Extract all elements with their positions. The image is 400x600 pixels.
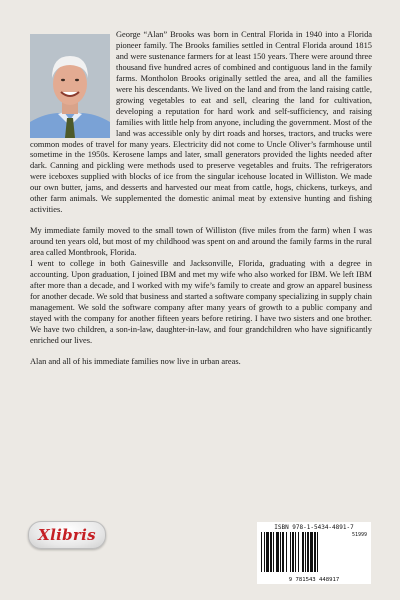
barcode-stripe	[261, 532, 262, 572]
barcode-stripe	[290, 532, 291, 572]
barcode-stripe	[292, 532, 294, 572]
barcode-stripe	[282, 532, 284, 572]
isbn-barcode	[257, 522, 371, 584]
isbn-label: ISBN 978-1-5434-4891-7	[274, 524, 354, 531]
bio-paragraph-4: Alan and all of his immediate families now live in urban areas.	[30, 356, 241, 366]
bio-paragraph-2: My immediate family moved to the small town of Williston (five miles from the farm) when I was around ten years old, but most of my childhood was spent on and around the family farms in the rural area called Montbrook, Florida.	[30, 226, 372, 258]
barcode-stripe	[302, 532, 304, 572]
barcode-stripe	[280, 532, 281, 572]
barcode-stripe	[317, 532, 318, 572]
barcode-stripe	[270, 532, 272, 572]
barcode-bars	[261, 532, 345, 572]
barcode-stripe	[310, 532, 313, 572]
bio-paragraph-1: George “Alan” Brooks was born in Central Florida in 1940 into a Florida pioneer family. The Brooks families settled in Central Florida around 1815 and were sustenance farmers for at least 150 years. There were around three thousand five hundred acres of combined and contiguous land in the family farms. Montholon Brooks originally settled the area, and all the families were his descendants. We lived on the land and from the land raising cattle, growing vegetables to eat and sell, clearing the land for cultivation, developing a reputation for hard work and self-sufficiency, and raising families with little help from anyone, including the government. Most of the land was accessible only by dirt roads and horses, tractors, and trucks were common modes of travel for many years. Electricity did not come to Uncle Oliver’s farmhouse until sometime in the 1950s. Kerosene lamps and later, small generators provided the lights needed after dark. Canning and pickling were methods used to preserve vegetables and fruits. The refrigerators were iceboxes supplied with blocks of ice from the singular icehouse located in Williston. We made our own butter, jams, and desserts and harvested our meat from cattle, hogs, chickens, turkeys, and other farm animals. We supplemented the domestic animal meat by extensive hunting and fishing activities.	[30, 30, 372, 215]
author-biography	[30, 30, 372, 368]
publisher-logo	[28, 521, 106, 549]
price-code: 51999	[351, 532, 367, 538]
barcode-stripe	[295, 532, 296, 572]
barcode-number: 9 781543 448917	[288, 577, 340, 583]
barcode-stripe	[307, 532, 309, 572]
barcode-stripe	[273, 532, 274, 572]
barcode-stripe	[276, 532, 279, 572]
photo-spacer	[30, 30, 116, 138]
barcode-stripe	[314, 532, 316, 572]
barcode-stripe	[305, 532, 306, 572]
barcode-stripe	[286, 532, 287, 572]
barcode-stripe	[298, 532, 299, 572]
barcode-stripe	[266, 532, 269, 572]
barcode-stripe	[264, 532, 265, 572]
bio-paragraph-3: I went to college in both Gainesville and Jacksonville, Florida, graduating with a degree in accounting. Upon graduation, I joined IBM and met my wife who also worked for IBM. We left IBM after more than a decade, and I worked with my wife’s family to create and grow an apparel business for another decade. We sold that business and started a software company specializing in supply chain management. We sold the software company after many years of growth to a public company and stayed with the company for another fifteen years before retiring. I have two sisters and one brother. We have two children, a son-in-law, daughter-in-law, and four grandchildren who have significantly enriched our lives.	[30, 259, 372, 345]
publisher-name: Xlibris	[38, 526, 96, 544]
